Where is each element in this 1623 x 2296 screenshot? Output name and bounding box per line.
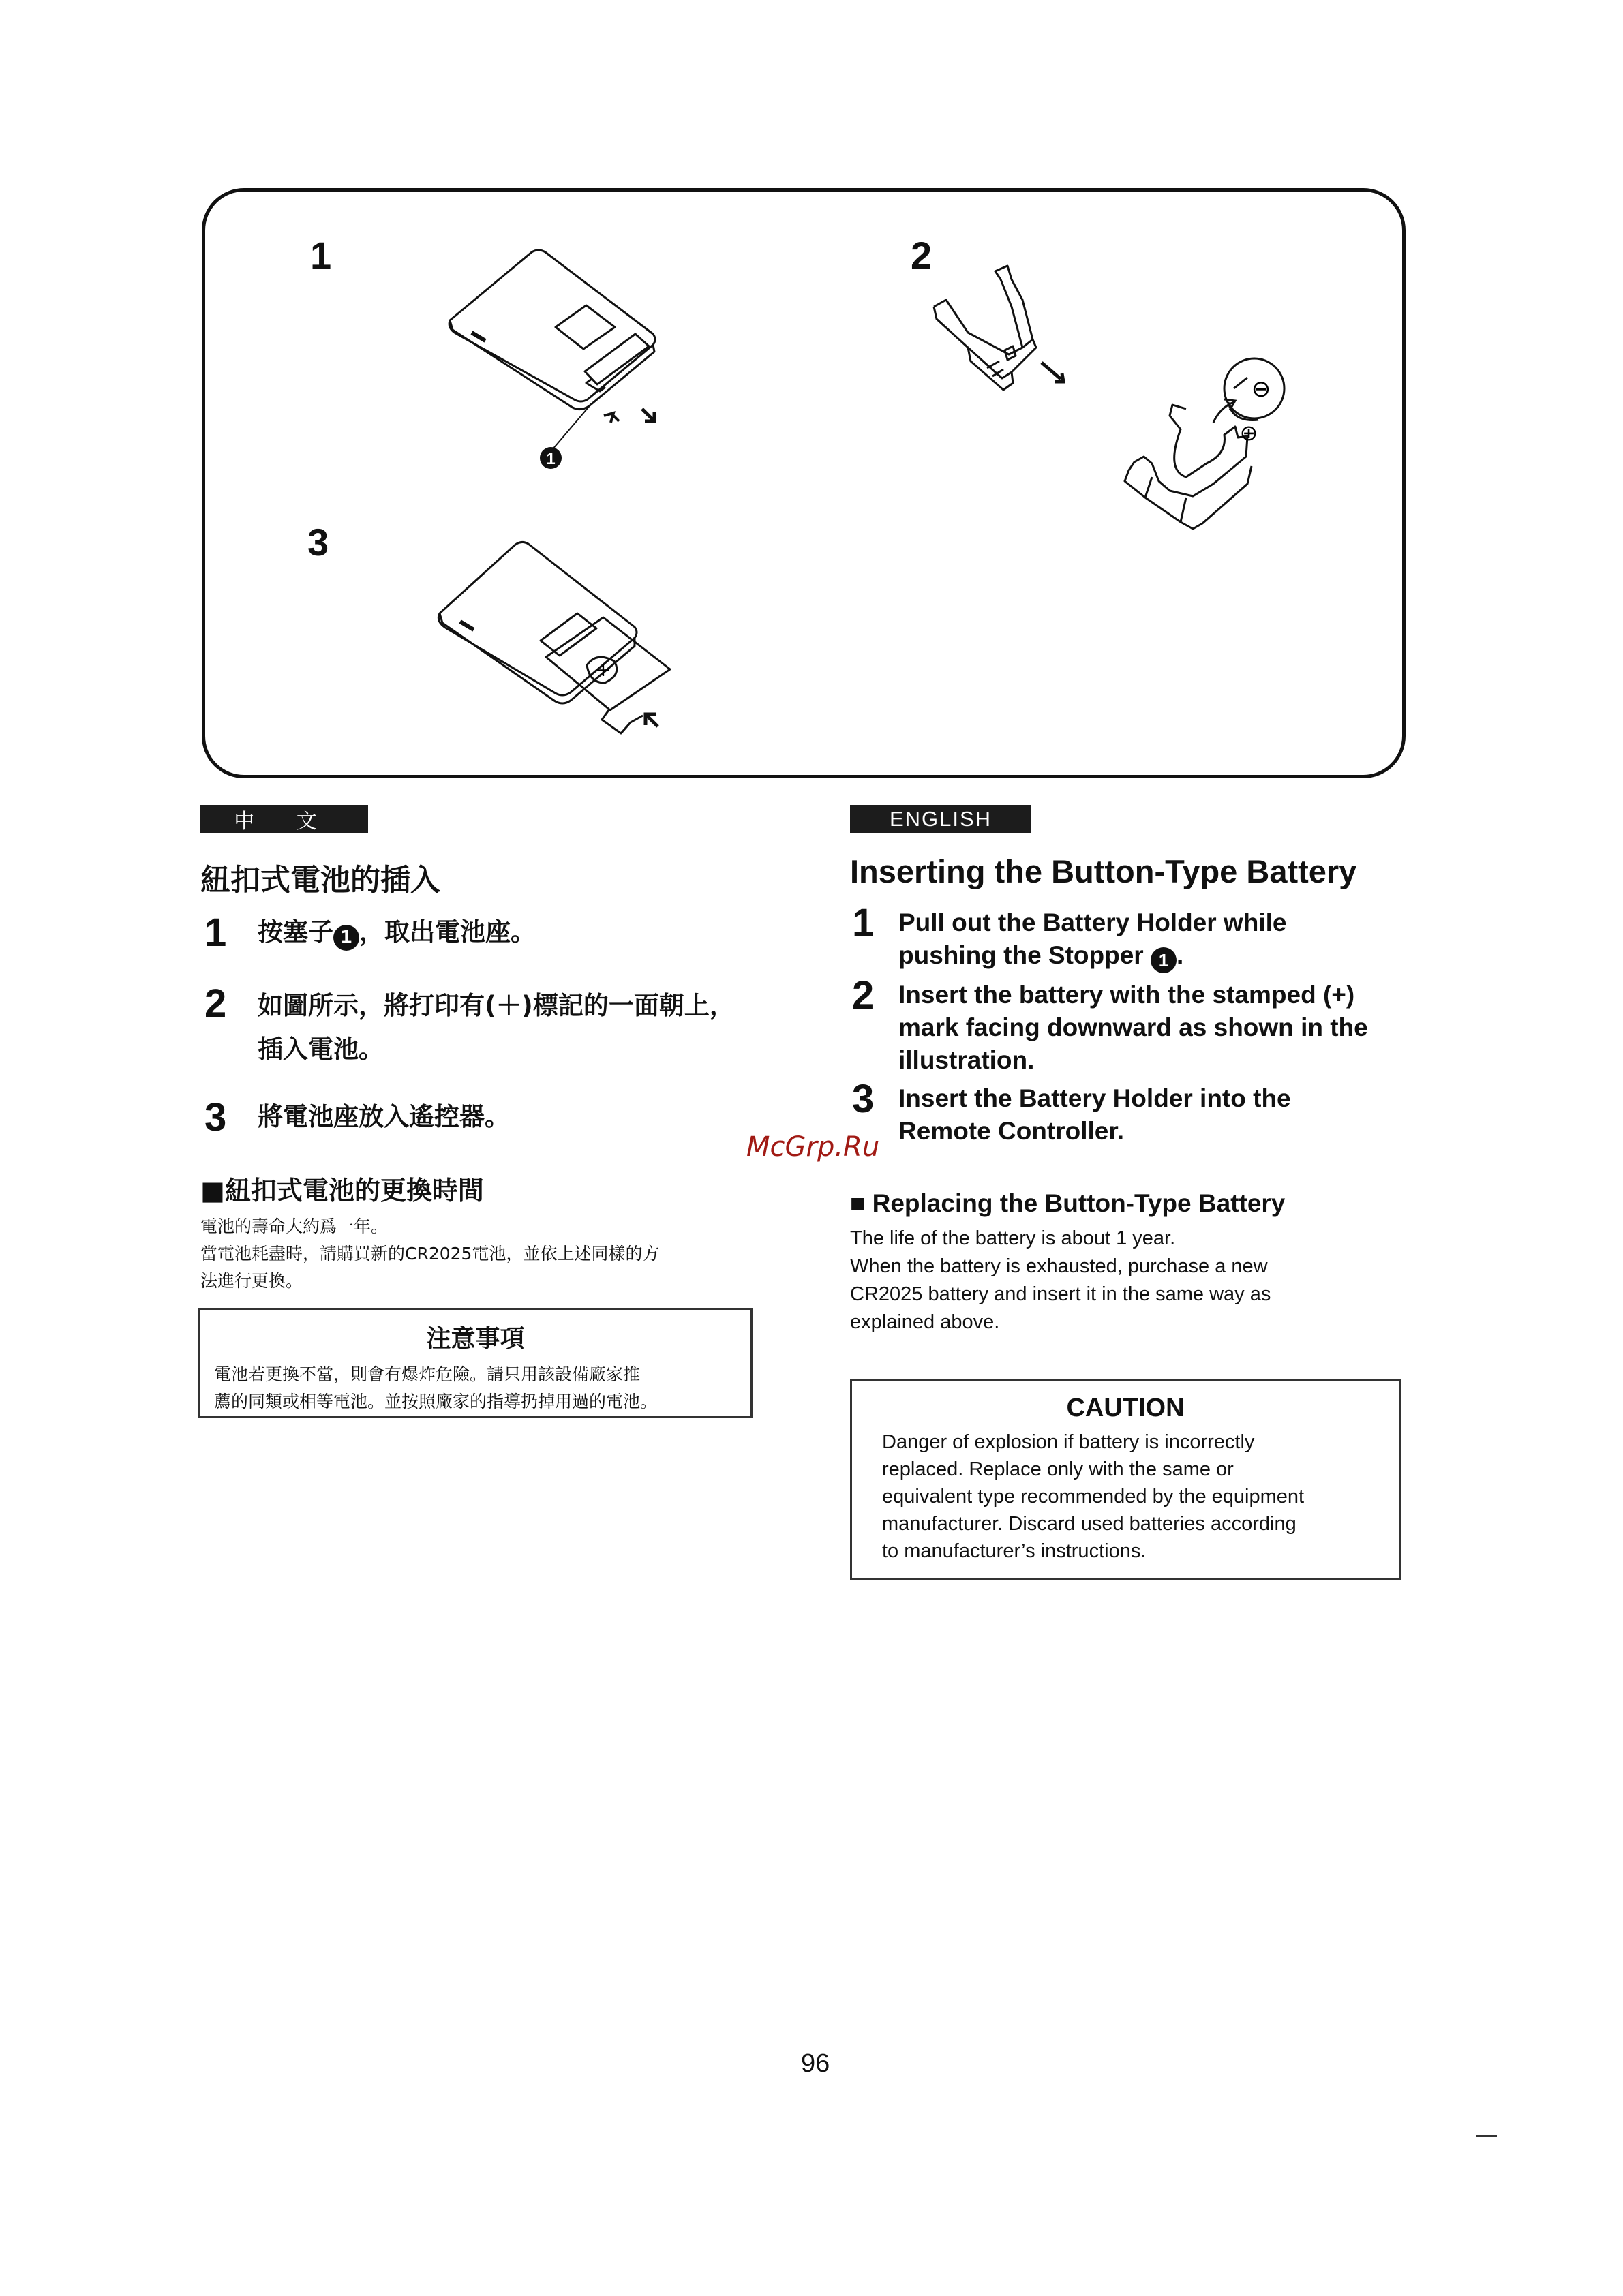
chinese-step-1 [204,910,536,955]
caution-line: Danger of explosion if battery is incorrectly [882,1431,1255,1453]
edge-mark [1476,2135,1497,2137]
english-replace-body [850,1225,1409,1336]
step-text-line: 如圖所示，將打印有(＋)標記的一面朝上， [258,991,735,1020]
body-line: 法進行更換。 [200,1271,303,1291]
caution-line: replaced. Replace only with the same or [882,1458,1234,1480]
remote-pull-out-illustration [436,245,682,477]
insert-arrow-icon [1042,363,1063,382]
english-caution-text [852,1423,1399,1565]
step-number: 3 [852,1077,875,1121]
stopper-callout-icon: 1 [333,925,359,951]
step-number: 1 [852,901,875,945]
body-line: 電池的壽命大約爲一年。 [200,1216,389,1236]
chinese-caution-box [198,1308,753,1418]
battery-minus-symbol: ⊖ [1251,376,1271,403]
chinese-replace-body [200,1213,759,1295]
english-step-1 [852,901,1287,973]
step-text [898,979,1368,1077]
step-text-line [898,939,1286,973]
body-line: explained above. [850,1311,1000,1333]
battery-insert-illustration [927,259,1309,545]
step-text-line: mark facing downward as shown in the [898,1013,1368,1041]
caution-line: to manufacturer’s instructions. [882,1540,1147,1562]
body-line: When the battery is exhausted, purchase a new [850,1255,1268,1277]
step-number: 3 [204,1095,227,1139]
step-text-part: . [1176,941,1184,969]
english-caution-box [850,1379,1401,1580]
holder-plus-symbol: + [595,658,611,681]
caution-line: equivalent type recommended by the equipment [882,1486,1305,1507]
chinese-step-3 [204,1095,510,1139]
step-text-part: ，取出電池座。 [359,917,536,947]
step-text [898,1082,1291,1148]
english-replace-heading: ■ Replacing the Button-Type Battery [850,1189,1286,1217]
chinese-caution-title: 注意事項 [426,1325,525,1353]
stopper-callout-icon: 1 [1151,947,1177,973]
page-number: 96 [801,2049,830,2078]
step-text-part: pushing the Stopper [898,941,1144,969]
figure-step-3-number: 3 [307,521,329,564]
pull-arrow-icon [642,409,654,421]
stopper-callout-label: 1 [546,450,556,468]
step-number: 2 [204,981,227,1026]
caution-line: manufacturer. Discard used batteries according [882,1513,1296,1535]
body-line: 當電池耗盡時，請購買新的CR2025電池，並依上述同樣的方 [200,1244,660,1264]
caution-line: 薦的同類或相等電池。並按照廠家的指導扔掉用過的電池。 [214,1392,658,1411]
push-arrow-icon [604,413,619,423]
english-caution-title: CAUTION [1066,1394,1185,1422]
step-text-line: 插入電池。 [258,1035,384,1064]
step-text-line: Insert the battery with the stamped (+) [898,981,1355,1009]
remote-insert-illustration [426,532,699,750]
chinese-caution-text [200,1354,750,1415]
step-text-line: illustration. [898,1046,1035,1074]
step-text [258,984,735,1071]
step-text [258,910,536,954]
step-number: 1 [204,910,227,955]
chinese-replace-heading: ■紐扣式電池的更換時間 [200,1176,484,1206]
figure-step-2-number: 2 [911,234,932,277]
chinese-step-2 [204,981,735,1071]
step-text-line: Insert the Battery Holder into the [898,1084,1291,1112]
step-text-line: Pull out the Battery Holder while [898,908,1287,936]
english-title: Inserting the Button-Type Battery [850,853,1357,889]
english-section-tag: ENGLISH [850,805,1031,833]
chinese-section-tag: 中 文 [200,805,368,833]
caution-line: 電池若更換不當，則會有爆炸危險。請只用該設備廠家推 [214,1364,641,1384]
english-step-2 [852,973,1368,1077]
watermark: McGrp.Ru [746,1131,880,1163]
english-step-3 [852,1077,1291,1148]
body-line: The life of the battery is about 1 year. [850,1227,1176,1249]
battery-plus-symbol: ⊕ [1239,420,1258,446]
step-text-line: Remote Controller. [898,1117,1124,1145]
step-text-part: 按塞子 [258,917,333,947]
step-number: 2 [852,973,875,1017]
step-text: 將電池座放入遙控器。 [258,1102,510,1131]
body-line: CR2025 battery and insert it in the same way as [850,1283,1271,1305]
push-in-arrow-icon [646,714,658,726]
chinese-title: 紐扣式電池的插入 [200,863,440,898]
step-text [898,906,1286,973]
figure-step-1-number: 1 [310,234,332,277]
